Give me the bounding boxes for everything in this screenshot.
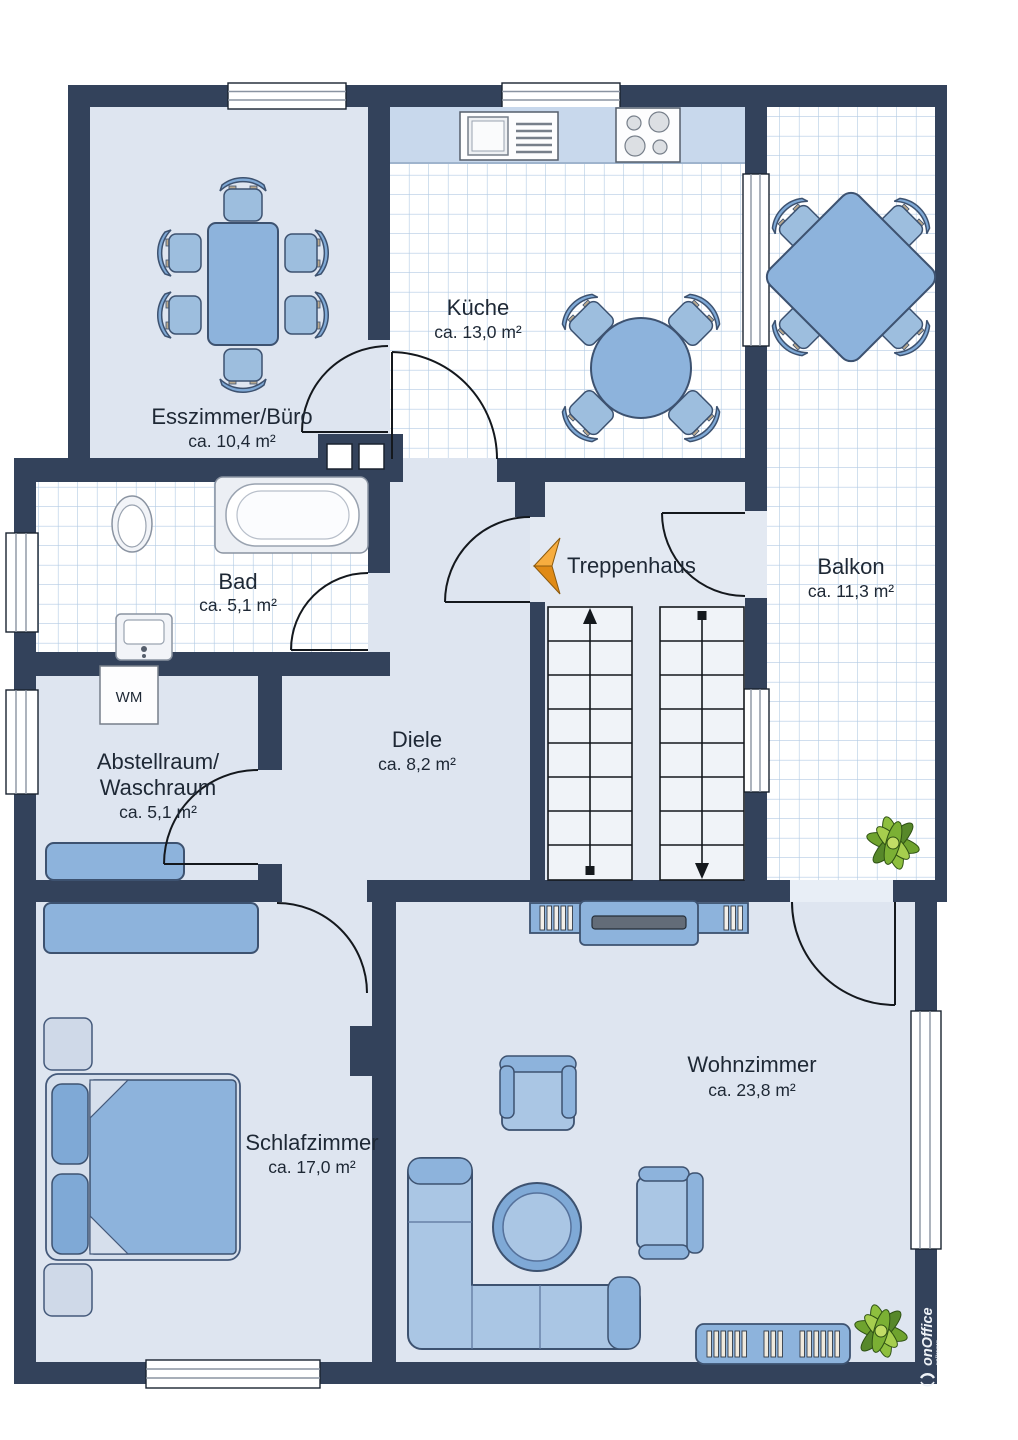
shaft-opening-2: [359, 444, 384, 469]
room-label-esszimmer: Esszimmer/Büro: [151, 404, 313, 429]
window-wohnzimmer-right: [911, 1011, 941, 1249]
wall-treppenhaus-balkon-2: [745, 792, 767, 880]
wall-treppenhaus-left: [530, 602, 545, 880]
door-opening-schlafzimmer: [281, 880, 367, 902]
nightstand: [44, 1264, 92, 1316]
door-opening-bad: [368, 573, 390, 652]
wall-middle-right: [893, 880, 947, 902]
coffee-table: [493, 1183, 581, 1271]
room-label-kueche: Küche: [446, 295, 510, 320]
room-area-abstellraum: ca. 5,1 m²: [119, 802, 197, 822]
room-area-bad: ca. 5,1 m²: [199, 595, 277, 615]
door-opening-abstellraum: [258, 770, 282, 864]
room-label-bad: Bad: [218, 569, 258, 594]
wall-abstellraum-right: [258, 676, 282, 770]
window-bad-left: [6, 533, 38, 632]
wall-bad-right: [368, 482, 390, 573]
toilet-icon: [112, 496, 152, 552]
room-area-balkon: ca. 11,3 m²: [807, 581, 895, 601]
bathtub-icon: [215, 477, 368, 553]
pillow: [52, 1174, 88, 1254]
window-kueche-top: [502, 83, 620, 109]
kitchen-counter: [390, 107, 745, 163]
wall-treppenhaus-balkon-1: [745, 598, 767, 691]
wall-kueche-balkon-1: [745, 107, 767, 176]
room-label-balkon: Balkon: [817, 554, 885, 579]
dining-table: [208, 223, 278, 345]
washbasin-icon: [116, 614, 172, 660]
wall-esszimmer-kueche: [368, 107, 390, 340]
vendor-logo-text: onOffice: [920, 1307, 936, 1366]
room-diele-floor: [390, 482, 530, 880]
room-area-wohnzimmer: ca. 23,8 m²: [708, 1080, 796, 1100]
room-area-schlafzimmer: ca. 17,0 m²: [268, 1157, 356, 1177]
window-schlafzimmer-bottom: [146, 1360, 320, 1388]
armchair-right: [637, 1167, 703, 1259]
washing-machine-label: WM: [115, 689, 143, 706]
bookshelf: [696, 1324, 850, 1364]
door-opening-balkon: [745, 511, 767, 598]
room-label-diele: Diele: [391, 727, 443, 752]
nightstand: [44, 1018, 92, 1070]
room-label-wohnzimmer: Wohnzimmer: [687, 1052, 817, 1077]
room-label-abstellraum-2: Waschraum: [99, 775, 217, 800]
wall-bad-bottom: [14, 652, 390, 676]
wall-balkon-parapet: [935, 85, 947, 900]
wall-esszimmer-left: [68, 107, 90, 458]
room-area-esszimmer: ca. 10,4 m²: [188, 431, 276, 451]
window-abstellraum-left: [6, 690, 38, 794]
tv-icon: [592, 916, 686, 929]
kitchen-sink-unit-icon: [460, 112, 558, 160]
armchair-top: [500, 1056, 576, 1130]
vendor-logo-subtext: software: [935, 1339, 941, 1365]
pillow: [52, 1084, 88, 1164]
wardrobe: [44, 903, 258, 953]
room-diele-floor-2: [282, 676, 390, 880]
door-opening-esszimmer: [368, 340, 390, 434]
wall-kueche-balkon-2: [745, 346, 767, 511]
wall-wohnzimmer-right-1: [915, 902, 937, 1013]
door-opening-wohnzimmer: [790, 880, 893, 902]
stair-flight-down: [660, 607, 744, 880]
window-treppenhaus-balkon: [743, 689, 769, 792]
wall-middle-left: [14, 880, 281, 902]
room-label-schlafzimmer: Schlafzimmer: [245, 1130, 379, 1155]
kitchen-round-table: [591, 318, 691, 418]
wall-stub-treppenhaus: [515, 458, 545, 517]
room-label-treppenhaus: Treppenhaus: [567, 553, 696, 578]
kitchen-stove-icon: [616, 108, 680, 162]
shaft-opening-1: [327, 444, 352, 469]
wall-pillar: [350, 1026, 372, 1076]
window-kueche-balkon: [743, 174, 769, 346]
room-area-kueche: ca. 13,0 m²: [434, 322, 522, 342]
stair-flight-up: [548, 607, 632, 880]
double-bed: [46, 1074, 240, 1260]
wall-middle-center: [367, 880, 790, 902]
window-esszimmer-top: [228, 83, 346, 109]
room-label-abstellraum-1: Abstellraum/: [96, 749, 220, 774]
door-opening-kueche: [390, 458, 497, 482]
wall-schlafzimmer-left: [14, 880, 36, 1384]
room-area-diele: ca. 8,2 m²: [378, 754, 456, 774]
